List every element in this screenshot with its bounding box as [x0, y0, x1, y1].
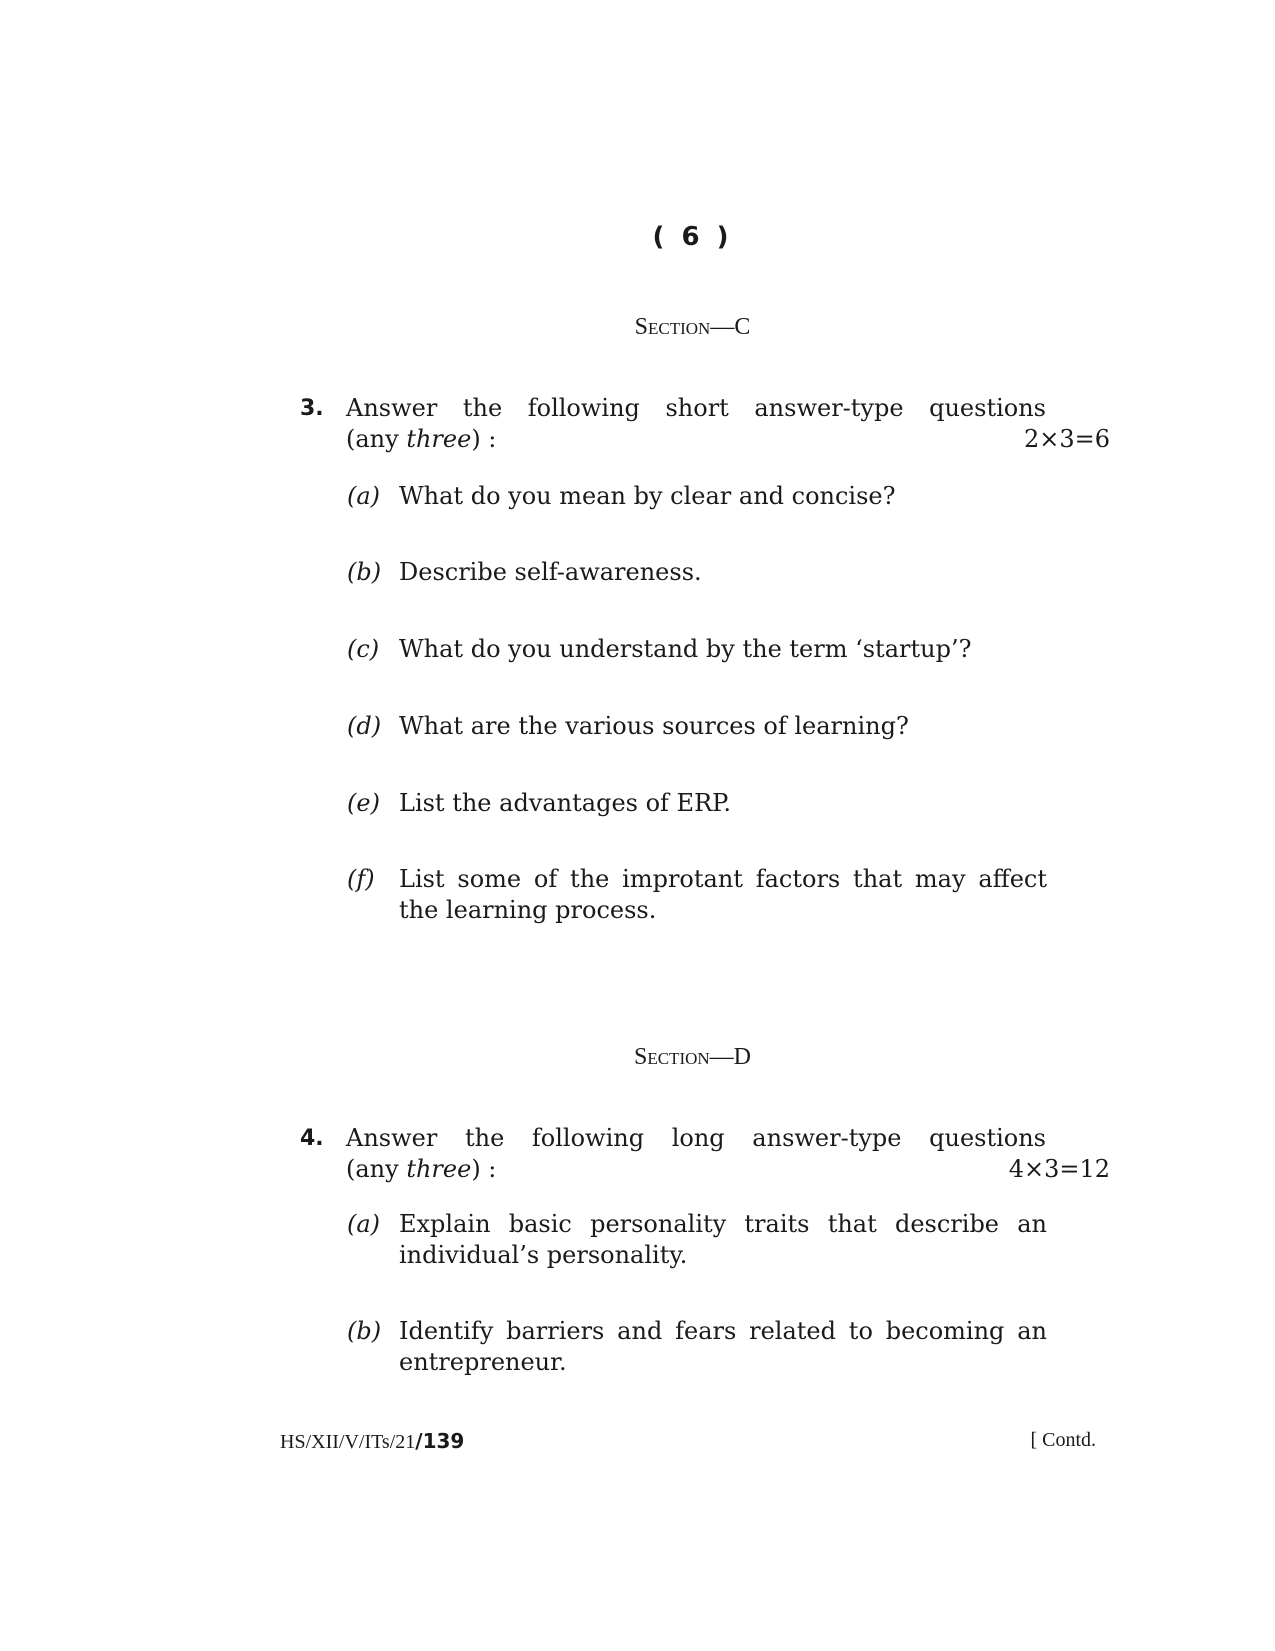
- subquestion-label: (c): [347, 635, 380, 663]
- question-stem: Answer the following short answer-type questions: [346, 394, 1046, 422]
- subquestion-text: Identify barriers and fears related to becoming an entrepreneur.: [399, 1317, 1047, 1376]
- subquestion-label: (a): [347, 1210, 381, 1238]
- subquestion-text: Describe self-awareness.: [399, 558, 702, 586]
- subquestion-text: What do you understand by the term ‘startup’?: [399, 635, 972, 663]
- question-number: 3.: [300, 396, 324, 421]
- section-c-heading: Section—C: [634, 314, 751, 340]
- question-stem-choice: [346, 1154, 496, 1185]
- question-stem-choice: [346, 424, 496, 455]
- subquestion-text: List some of the improtant factors that may affect the learning process.: [399, 865, 1047, 924]
- stem-prefix: (any: [346, 425, 407, 453]
- question-marks: 2×3=6: [1023, 425, 1110, 453]
- stem-suffix: ) :: [471, 425, 497, 453]
- continued-marker: [ Contd.: [1030, 1429, 1096, 1451]
- stem-italic: three: [406, 1155, 472, 1183]
- subquestion-label: (f): [347, 865, 375, 893]
- paper-code-prefix: HS/XII/V/ITs/21: [280, 1431, 416, 1453]
- section-d-heading: Section—D: [633, 1044, 751, 1070]
- stem-suffix: ) :: [471, 1155, 497, 1183]
- subquestion-label: (b): [347, 558, 382, 586]
- subquestion-text: What do you mean by clear and concise?: [399, 482, 896, 510]
- subquestion-label: (a): [347, 482, 381, 510]
- stem-prefix: (any: [346, 1155, 407, 1183]
- page-number: ( 6 ): [652, 222, 733, 252]
- stem-italic: three: [406, 425, 472, 453]
- subquestion-label: (b): [347, 1317, 382, 1345]
- paper-code: [280, 1429, 464, 1454]
- subquestion-text: Explain basic personality traits that describe an individual’s personality.: [399, 1210, 1047, 1269]
- subquestion-label: (e): [347, 789, 380, 817]
- question-number: 4.: [300, 1126, 324, 1151]
- subquestion-label: (d): [347, 712, 382, 740]
- subquestion-text: What are the various sources of learning?: [399, 712, 909, 740]
- question-stem: Answer the following long answer-type questions: [346, 1124, 1046, 1152]
- paper-code-number: /139: [415, 1429, 465, 1453]
- subquestion-text: List the advantages of ERP.: [399, 789, 732, 817]
- question-marks: 4×3=12: [1008, 1155, 1110, 1183]
